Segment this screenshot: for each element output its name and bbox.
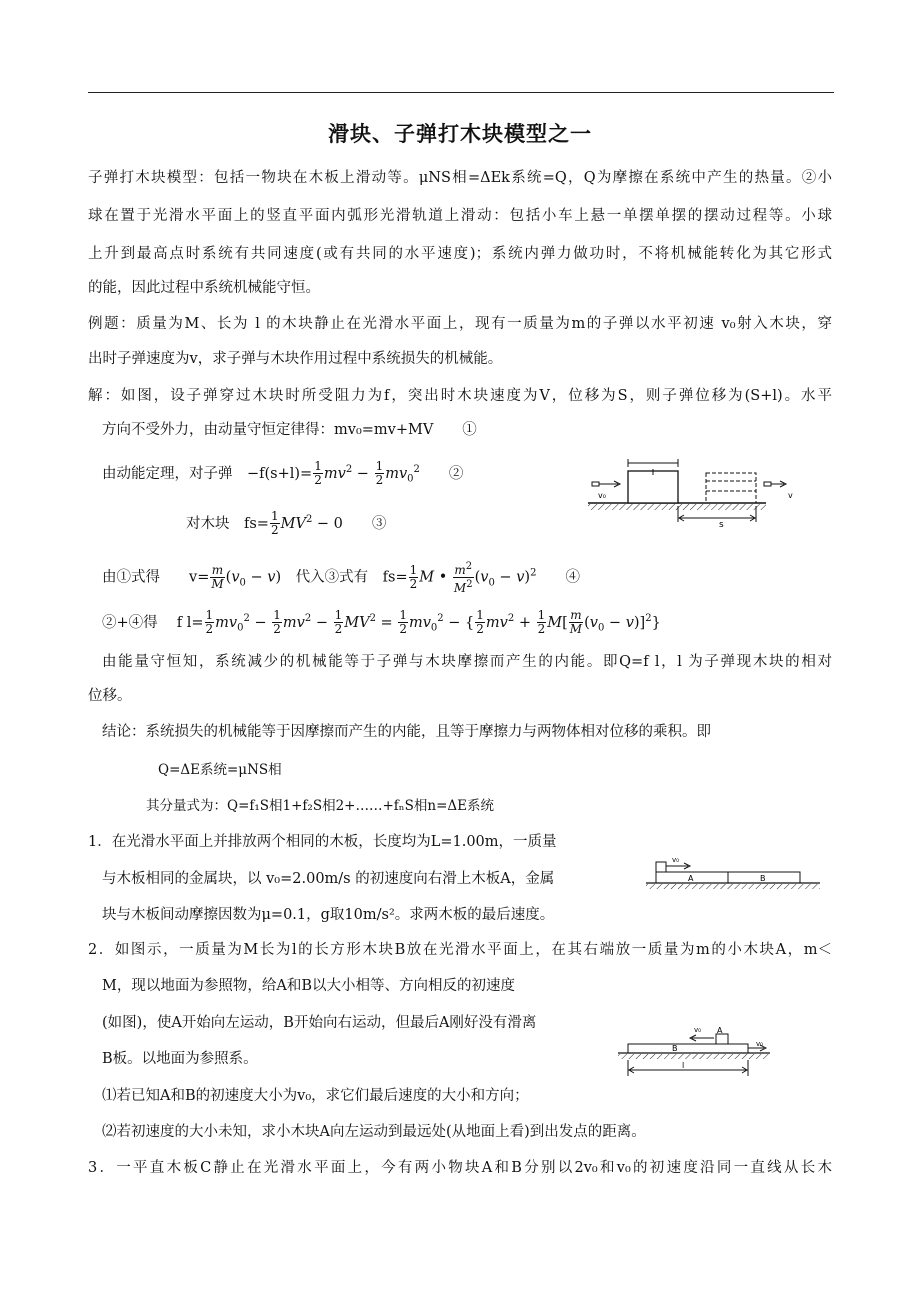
problem-2-part-2: ⑵若初速度的大小未知，求小木块A向左运动到最远处(从地面上看)到出发点的距离。 (102, 1124, 646, 1140)
equation-4-number: ④ (565, 569, 580, 586)
solution-line-1: 解：如图，设子弹穿过木块时所受阻力为f，突出时木块速度为V，位移为S，则子弹位移为(S+l)。水平 (88, 388, 832, 404)
problem-2-part-1: ⑴若已知A和B的初速度大小为v₀，求它们最后速度的大小和方向； (102, 1088, 529, 1104)
metal-block (656, 862, 666, 872)
problem-1-line-1: 1．在光滑水平面上并排放两个相同的木板，长度均为L=1.00m，一质量 (88, 834, 557, 850)
two-boards-figure (644, 852, 824, 892)
equation-3: 对木块 fs= $\frac{1}{2}$ $MV^2 - 0$ ③ (186, 509, 387, 538)
block-a (716, 1034, 728, 1044)
solution-momentum-eq: 方向不受外力，由动量守恒定律得：mv₀=mv+MV ① (102, 422, 477, 438)
problem-1-line-2: 与木板相同的金属块，以 v₀=2.00m/s 的初速度向右滑上木板A，金属 (102, 871, 555, 887)
fig2-B-label: B (760, 874, 766, 883)
bullet-final (764, 482, 771, 486)
fig3-l-label: l (682, 1061, 685, 1070)
problem-2-line-1: 2．如图示，一质量为M长为l的长方形木块B放在光滑水平面上，在其右端放一质量为m的小木块A，m＜ (88, 942, 832, 958)
intro-line-3: 上升到最高点时系统有共同速度(或有共同的水平速度)；系统内弹力做功时，不将机械能转化为其它形式 (88, 246, 832, 262)
equation-sum-lead: ②+④得 f l= (102, 614, 204, 631)
problem-1-line-3: 块与木板间动摩擦因数为μ=0.1，g取10m/s²。求两木板的最后速度。 (102, 907, 555, 923)
equation-3-lead: 对木块 fs= (186, 515, 269, 532)
board-b (628, 1044, 748, 1053)
bullet-initial (592, 482, 599, 486)
fig2-A-label: A (688, 874, 694, 883)
component-formula: 其分量式为：Q=f₁S相1+f₂S相2+……+fₙS相n=ΔE系统 (146, 798, 495, 814)
equation-2-lead: 由动能定理，对子弹 −f(s+l)= (102, 465, 313, 482)
bullet-block-figure (584, 446, 820, 532)
block-final (706, 473, 756, 503)
equation-2-number: ② (448, 465, 464, 482)
problem-2-line-4: B板。以地面为参照系。 (102, 1051, 258, 1067)
equation-4-mid: 代入③式有 fs= (295, 569, 408, 586)
block-initial (628, 471, 678, 503)
fig3-v0a-label: v₀ (694, 1026, 701, 1034)
conclusion-formula: Q=ΔE系统=μNS相 (158, 762, 282, 778)
fig3-v0b-label: v₀ (756, 1040, 763, 1048)
equation-4-lead: 由①式得 v= (102, 569, 210, 586)
problem-3-line-1: 3．一平直木板C静止在光滑水平面上，今有两小物块A和B分别以2v₀和v₀的初速度沿同一直线从长木 (88, 1160, 832, 1176)
example-line-1: 例题：质量为M、长为 l 的木块静止在光滑水平面上，现有一质量为m的子弹以水平初速 v₀射入木块，穿 (88, 316, 832, 332)
fig1-v0-label: v₀ (598, 491, 606, 500)
problem-2-line-2: M，现以地面为参照物，给A和B以大小相等、方向相反的初速度 (102, 978, 515, 994)
intro-line-4: 的能，因此过程中系统机械能守恒。 (88, 280, 320, 296)
page-title: 滑块、子弹打木块模型之一 (328, 122, 592, 146)
header-rule (88, 92, 834, 93)
fig3-B-label: B (672, 1044, 678, 1053)
intro-line-1: 子弹打木块模型：包括一物块在木板上滑动等。μNS相=ΔEk系统=Q，Q为摩擦在系统中产生的热量。②小 (88, 170, 832, 186)
fig2-v0-label: v₀ (672, 856, 679, 864)
fig1-v-label: v (788, 491, 793, 500)
equation-2: 由动能定理，对子弹 −f(s+l)= $\frac{1}{2}$ $mv^2$ − $\frac{1}{2}$ $mv_0^2$ ② (102, 459, 464, 488)
block-on-board-figure (614, 1024, 774, 1080)
example-line-2: 出时子弹速度为v，求子弹与木块作用过程中系统损失的机械能。 (88, 351, 503, 367)
conclusion-line-1: 由能量守恒知，系统减少的机械能等于子弹与木块摩擦而产生的内能。即Q=f l，l 为子弹现木块的相对 (102, 654, 832, 670)
equation-sum: ②+④得 f l= $\frac{1}{2}$ $mv_0^2$ − $\frac{1}{2}$ $mv^2$ − $\frac{1}{2}$ $MV^2$ = $\frac{1}{2}$ $mv_0^2$ − { $\frac{1}{2}$ $mv^2$ + $\frac{1}{2}$ M[ $\frac{m}{M}$ $(v_0 - v)]^2$} (102, 608, 661, 637)
equation-3-number: ③ (371, 515, 387, 532)
conclusion-line-2: 位移。 (88, 688, 132, 704)
fig1-s-label: s (719, 520, 724, 530)
problem-2-line-3: (如图)，使A开始向左运动，B开始向右运动，但最后A刚好没有滑离 (102, 1015, 537, 1031)
fig3-A-label: A (717, 1026, 723, 1035)
intro-line-2: 球在置于光滑水平面上的竖直平面内弧形光滑轨道上滑动：包括小车上悬一单摆单摆的摆动过程等。小球 (88, 208, 832, 224)
conclusion-line-3: 结论：系统损失的机械能等于因摩擦而产生的内能，且等于摩擦力与两物体相对位移的乘积。即 (102, 724, 711, 740)
equation-4: 由①式得 v= $\frac{m}{M}$ $(v_0 - v)$ 代入③式有 fs= $\frac{1}{2}$ M • $\frac{m^2}{M^2}$ $(v_0 - v)^2$ ④ (102, 561, 580, 595)
